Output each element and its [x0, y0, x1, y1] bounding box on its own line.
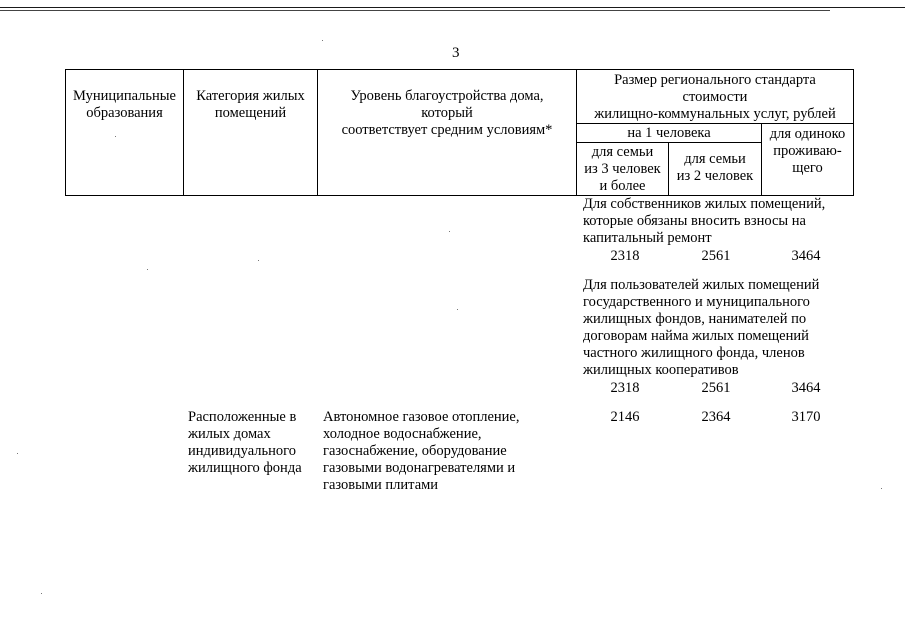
scan-speck: [449, 231, 450, 232]
header-family2: для семьи из 2 человек: [669, 143, 762, 196]
tenants-note: Для пользователей жилых помещений государственного и муниципального жилищных фондов, нанимателей по договорам найма жилых помещений частного жилищного фонда, членов жилищных кооперативов: [583, 277, 820, 378]
scan-line-top: [0, 7, 905, 8]
scan-speck: [17, 453, 18, 454]
owners-value-family3: 2318: [610, 248, 640, 264]
header-level: Уровень благоустройства дома, который соответствует средним условиям*: [318, 70, 577, 196]
owners-value-single: 3464: [791, 248, 821, 264]
individual-level: Автономное газовое отопление, холодное водоснабжение, газоснабжение, оборудование газовыми водонагревателями и газовыми плитами: [323, 409, 520, 493]
header-per-person: на 1 человека: [577, 124, 762, 143]
scan-speck: [258, 260, 259, 261]
page-number: 3: [452, 45, 460, 61]
individual-value-family2: 2364: [701, 409, 731, 425]
scan-speck: [881, 488, 882, 489]
scan-speck: [115, 136, 116, 137]
header-category: Категория жилых помещений: [184, 70, 318, 196]
individual-value-single: 3170: [791, 409, 821, 425]
tenants-value-family2: 2561: [701, 380, 731, 396]
owners-value-family2: 2561: [701, 248, 731, 264]
scan-speck: [41, 593, 42, 594]
scan-speck: [457, 309, 458, 310]
tenants-value-single: 3464: [791, 380, 821, 396]
header-size: Размер регионального стандарта стоимости жилищно-коммунальных услуг, рублей: [577, 70, 854, 124]
header-table: [65, 69, 854, 196]
scan-speck: [147, 269, 148, 270]
individual-category: Расположенные в жилых домах индивидуального жилищного фонда: [188, 409, 302, 476]
owners-note: Для собственников жилых помещений, которые обязаны вносить взносы на капитальный ремонт: [583, 196, 826, 246]
individual-value-family3: 2146: [610, 409, 640, 425]
scan-line-second: [0, 10, 830, 11]
header-single: для одиноко проживаю- щего: [762, 124, 854, 196]
tenants-value-family3: 2318: [610, 380, 640, 396]
header-family3: для семьи из 3 человек и более: [577, 143, 669, 196]
scan-speck: [322, 40, 323, 41]
header-municipality: Муниципальные образования: [66, 70, 184, 196]
